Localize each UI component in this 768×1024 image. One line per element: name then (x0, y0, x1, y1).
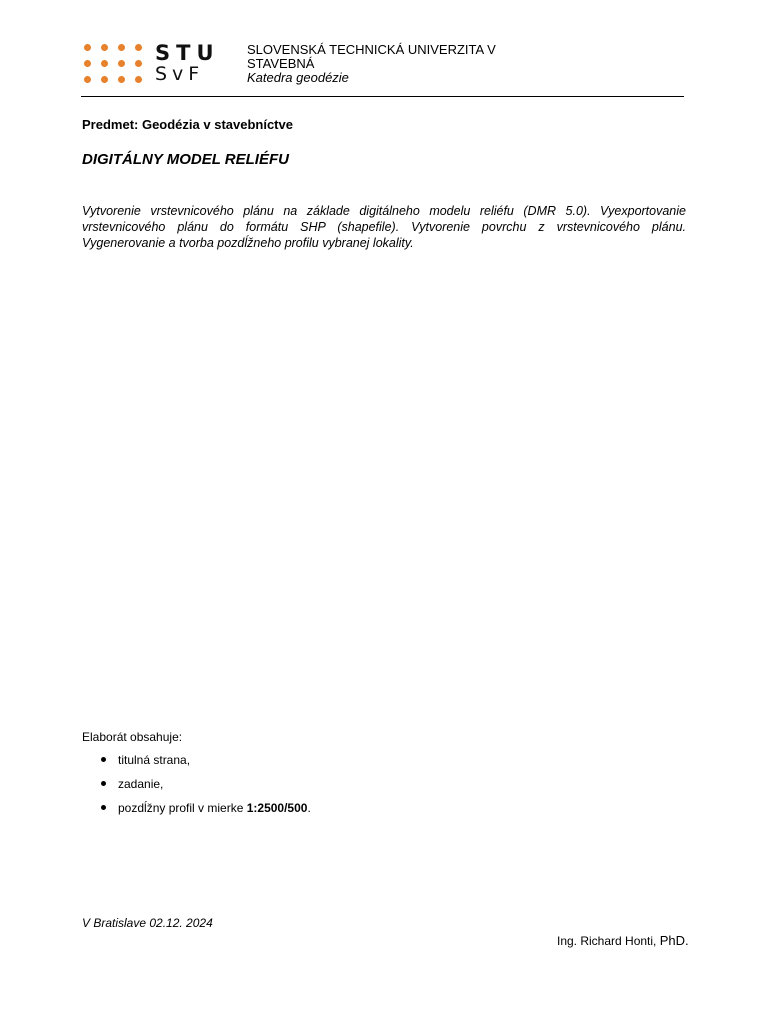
logo-dot (118, 76, 125, 83)
author-signature-line (557, 933, 689, 948)
stu-svf-logo (84, 41, 220, 85)
university-name: SLOVENSKÁ TECHNICKÁ UNIVERZITA V STAVEBNÁ (247, 42, 496, 71)
list-item (82, 752, 311, 776)
logo-dot (84, 76, 91, 83)
scale-value: 1:2500/500 (246, 801, 308, 815)
header-divider (81, 96, 684, 97)
logo-dot (135, 44, 142, 51)
list-item (82, 800, 311, 824)
list-item (82, 776, 311, 800)
bullet-icon (101, 805, 106, 810)
logo-dots (84, 43, 148, 85)
author-degree: PhD. (659, 933, 689, 948)
bullet-icon (101, 781, 106, 786)
logo-dot (118, 60, 125, 67)
document-description: Vytvorenie vrstevnicového plánu na základe digitálneho modelu reliéfu (DMR 5.0). Vyexportovanie vrstevnicového plánu do formátu SHP (shapefile). Vytvorenie povrchu z vrstevnicového plánu. Vygenerovanie a tvorba pozdĺžneho profilu vybranej lokality. (82, 204, 686, 250)
logo-dot (84, 60, 91, 67)
list-item-text: pozdĺžny profil v mierke (118, 801, 247, 815)
university-block (247, 43, 547, 85)
logo-dot (101, 76, 108, 83)
logo-dot (84, 44, 91, 51)
bullet-icon (101, 757, 106, 762)
author-name: Ing. Richard Honti, (557, 934, 660, 948)
list-item-text: zadanie, (118, 777, 164, 791)
logo-dot (135, 60, 142, 67)
logo-dot (135, 76, 142, 83)
list-item-suffix: . (307, 801, 311, 815)
document-title: DIGITÁLNY MODEL RELIÉFU (82, 151, 289, 168)
logo-dot (101, 60, 108, 67)
contents-list (82, 752, 311, 824)
logo-dot (118, 44, 125, 51)
logo-stu-text: STU (155, 41, 220, 65)
place-and-date: V Bratislave 02.12. 2024 (82, 916, 213, 930)
department-name: Katedra geodézie (247, 70, 349, 85)
contents-label: Elaborát obsahuje: (82, 730, 183, 744)
subject-line: Predmet: Geodézia v stavebníctve (82, 117, 293, 132)
logo-dot (101, 44, 108, 51)
list-item-text: titulná strana, (118, 753, 191, 767)
logo-svf-text: SvF (155, 63, 205, 85)
